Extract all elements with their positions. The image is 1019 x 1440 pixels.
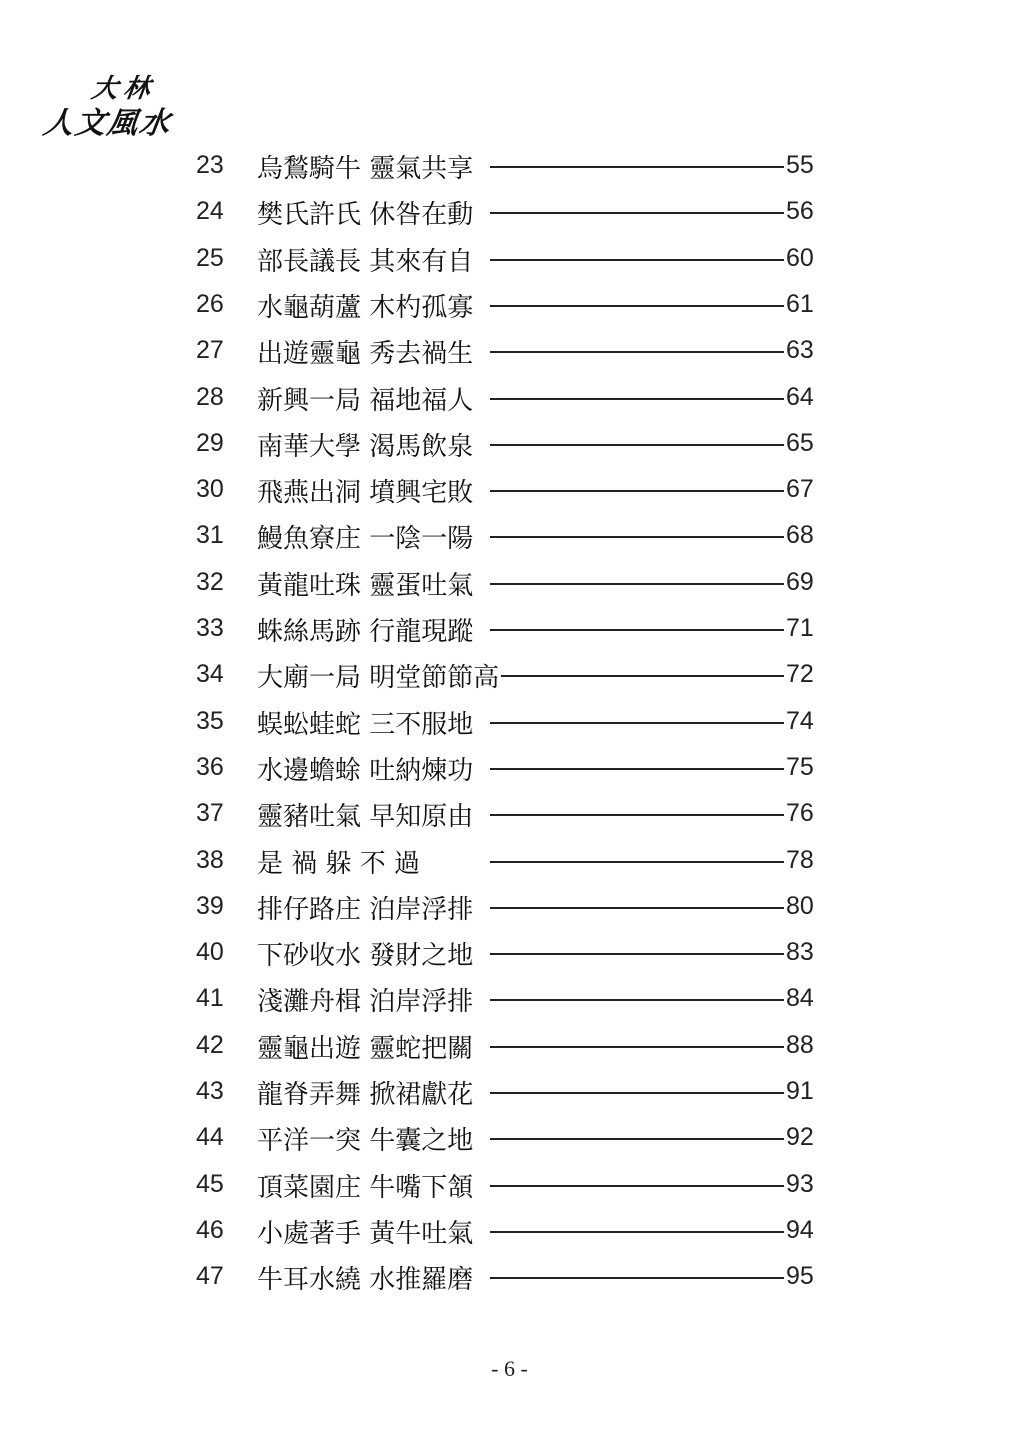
toc-entry[interactable] xyxy=(0,1069,1019,1115)
toc-entry-title: 南華大學 渴馬飲泉 xyxy=(257,426,475,463)
toc-entry-page: 56 xyxy=(786,197,814,226)
toc-entry[interactable] xyxy=(0,143,1019,189)
toc-entry[interactable] xyxy=(0,1254,1019,1300)
toc-entry-number: 25 xyxy=(196,243,224,272)
toc-entry-page: 80 xyxy=(786,891,814,920)
toc-entry-page: 65 xyxy=(786,428,814,457)
toc-entry[interactable] xyxy=(0,375,1019,421)
toc-entry-page: 91 xyxy=(786,1077,814,1105)
toc-entry-page: 78 xyxy=(786,845,814,874)
toc-entry-number: 24 xyxy=(196,197,224,226)
toc-entry-page: 84 xyxy=(786,984,814,1013)
toc-entry-title: 烏鶖騎牛 靈氣共享 xyxy=(257,148,475,185)
toc-entry-number: 27 xyxy=(196,336,224,365)
toc-entry-title: 樊氏許氏 休咎在動 xyxy=(257,194,475,231)
toc-entry-page: 71 xyxy=(786,614,814,642)
toc-entry-title: 小處著手 黃牛吐氣 xyxy=(257,1213,475,1250)
toc-leader-line xyxy=(490,1138,784,1140)
toc-leader-line xyxy=(490,861,784,863)
toc-leader-line xyxy=(490,398,784,400)
toc-entry-page: 94 xyxy=(786,1215,814,1244)
toc-leader-line xyxy=(490,259,784,261)
toc-leader-line xyxy=(490,999,784,1001)
toc-entry-title: 頂菜園庄 牛嘴下頷 xyxy=(257,1167,475,1204)
toc-entry-title: 下砂收水 發財之地 xyxy=(257,935,475,972)
toc-entry-number: 37 xyxy=(196,799,224,828)
publisher-logo xyxy=(40,68,240,141)
toc-leader-line xyxy=(490,1046,784,1048)
toc-entry-page: 60 xyxy=(786,243,814,272)
toc-entry[interactable] xyxy=(0,1115,1019,1161)
toc-entry-page: 76 xyxy=(786,799,814,828)
toc-entry-number: 29 xyxy=(196,428,224,457)
toc-entry[interactable] xyxy=(0,421,1019,467)
toc-entry[interactable] xyxy=(0,236,1019,282)
toc-entry-page: 61 xyxy=(786,289,814,318)
toc-leader-line xyxy=(490,305,784,307)
toc-entry-title: 是 禍 躲 不 過 xyxy=(257,843,422,880)
toc-entry[interactable] xyxy=(0,467,1019,513)
toc-leader-line xyxy=(490,953,784,955)
toc-entry[interactable] xyxy=(0,838,1019,884)
toc-entry-page: 67 xyxy=(786,475,814,504)
toc-entry-number: 36 xyxy=(196,752,224,781)
toc-entry[interactable] xyxy=(0,328,1019,374)
toc-entry-title: 龍脊弄舞 掀裙獻花 xyxy=(257,1074,475,1111)
toc-entry[interactable] xyxy=(0,1208,1019,1254)
toc-entry[interactable] xyxy=(0,606,1019,652)
toc-entry-title: 淺灘舟楫 泊岸浮排 xyxy=(257,981,475,1018)
logo-line-2: 人文風水 xyxy=(41,106,174,141)
toc-entry-page: 95 xyxy=(786,1262,814,1291)
toc-leader-line xyxy=(490,166,784,168)
toc-leader-line xyxy=(490,1277,784,1279)
toc-entry-page: 88 xyxy=(786,1030,814,1059)
toc-entry-number: 44 xyxy=(196,1123,224,1152)
toc-entry-page: 72 xyxy=(786,660,814,689)
toc-entry-page: 68 xyxy=(786,521,814,550)
toc-entry[interactable] xyxy=(0,1162,1019,1208)
toc-leader-line xyxy=(490,1231,784,1233)
toc-entry[interactable] xyxy=(0,791,1019,837)
toc-entry-page: 55 xyxy=(786,151,814,179)
toc-leader-line xyxy=(490,814,784,816)
toc-entry[interactable] xyxy=(0,652,1019,698)
toc-entry-title: 新興一局 福地福人 xyxy=(257,380,475,417)
toc-entry-title: 平洋一突 牛囊之地 xyxy=(257,1120,475,1157)
logo-line-1: 大林 xyxy=(89,74,158,104)
toc-entry-number: 33 xyxy=(196,614,224,642)
toc-entry-title: 大廟一局 明堂節節高 xyxy=(257,657,501,694)
toc-entry[interactable] xyxy=(0,745,1019,791)
toc-entry-number: 32 xyxy=(196,567,224,596)
toc-leader-line xyxy=(490,768,784,770)
toc-leader-line xyxy=(490,675,784,677)
toc-entry[interactable] xyxy=(0,282,1019,328)
toc-entry-number: 47 xyxy=(196,1262,224,1291)
toc-leader-line xyxy=(490,444,784,446)
toc-entry-number: 42 xyxy=(196,1030,224,1059)
toc-entry-title: 蛛絲馬跡 行龍現蹤 xyxy=(257,611,475,648)
toc-entry-number: 31 xyxy=(196,521,224,550)
toc-entry-page: 92 xyxy=(786,1123,814,1152)
toc-leader-line xyxy=(490,629,784,631)
toc-entry-number: 40 xyxy=(196,938,224,967)
toc-leader-line xyxy=(490,1185,784,1187)
toc-entry-page: 63 xyxy=(786,336,814,365)
toc-entry-title: 排仔路庄 泊岸浮排 xyxy=(257,889,475,926)
toc-leader-line xyxy=(490,212,784,214)
toc-entry-number: 39 xyxy=(196,891,224,920)
toc-entry[interactable] xyxy=(0,560,1019,606)
toc-entry-page: 93 xyxy=(786,1169,814,1198)
toc-entry[interactable] xyxy=(0,884,1019,930)
toc-entry-number: 23 xyxy=(196,151,224,179)
toc-leader-line xyxy=(490,1092,784,1094)
toc-entry[interactable] xyxy=(0,930,1019,976)
toc-entry-page: 64 xyxy=(786,382,814,411)
toc-entry-title: 蜈蚣蛙蛇 三不服地 xyxy=(257,704,475,741)
toc-entry-title: 靈豬吐氣 早知原由 xyxy=(257,796,475,833)
toc-entry-title: 牛耳水繞 水推羅磨 xyxy=(257,1259,475,1296)
toc-leader-line xyxy=(490,490,784,492)
page-number: - 6 - xyxy=(491,1356,528,1381)
toc-entry-number: 35 xyxy=(196,706,224,735)
toc-entry-number: 34 xyxy=(196,660,224,689)
toc-leader-line xyxy=(490,583,784,585)
toc-entry[interactable] xyxy=(0,699,1019,745)
toc-leader-line xyxy=(490,351,784,353)
toc-entry[interactable] xyxy=(0,189,1019,235)
toc-entry-title: 飛燕出洞 墳興宅敗 xyxy=(257,472,475,509)
toc-entry-title: 水龜葫蘆 木杓孤寡 xyxy=(257,287,475,324)
toc-entry-title: 出遊靈龜 秀去禍生 xyxy=(257,333,475,370)
toc-entry[interactable] xyxy=(0,513,1019,559)
toc-entry[interactable] xyxy=(0,976,1019,1022)
toc-entry[interactable] xyxy=(0,1023,1019,1069)
toc-entry-page: 83 xyxy=(786,938,814,967)
toc-entry-page: 69 xyxy=(786,567,814,596)
toc-entry-number: 41 xyxy=(196,984,224,1013)
toc-entry-title: 水邊蟾蜍 吐納煉功 xyxy=(257,750,475,787)
toc-leader-line xyxy=(490,536,784,538)
toc-entry-number: 26 xyxy=(196,289,224,318)
toc-entry-page: 75 xyxy=(786,752,814,781)
toc-entry-title: 靈龜出遊 靈蛇把關 xyxy=(257,1028,475,1065)
toc-entry-title: 鰻魚寮庄 一陰一陽 xyxy=(257,518,475,555)
toc-entry-title: 部長議長 其來有自 xyxy=(257,241,475,278)
toc-entry-number: 38 xyxy=(196,845,224,874)
toc-entry-number: 28 xyxy=(196,382,224,411)
toc-entry-page: 74 xyxy=(786,706,814,735)
toc-entry-number: 30 xyxy=(196,475,224,504)
toc-entry-number: 45 xyxy=(196,1169,224,1198)
toc-entry-number: 46 xyxy=(196,1215,224,1244)
toc-entry-number: 43 xyxy=(196,1077,224,1105)
toc-leader-line xyxy=(490,722,784,724)
toc-leader-line xyxy=(490,907,784,909)
toc-entry-title: 黃龍吐珠 靈蛋吐氣 xyxy=(257,565,475,602)
